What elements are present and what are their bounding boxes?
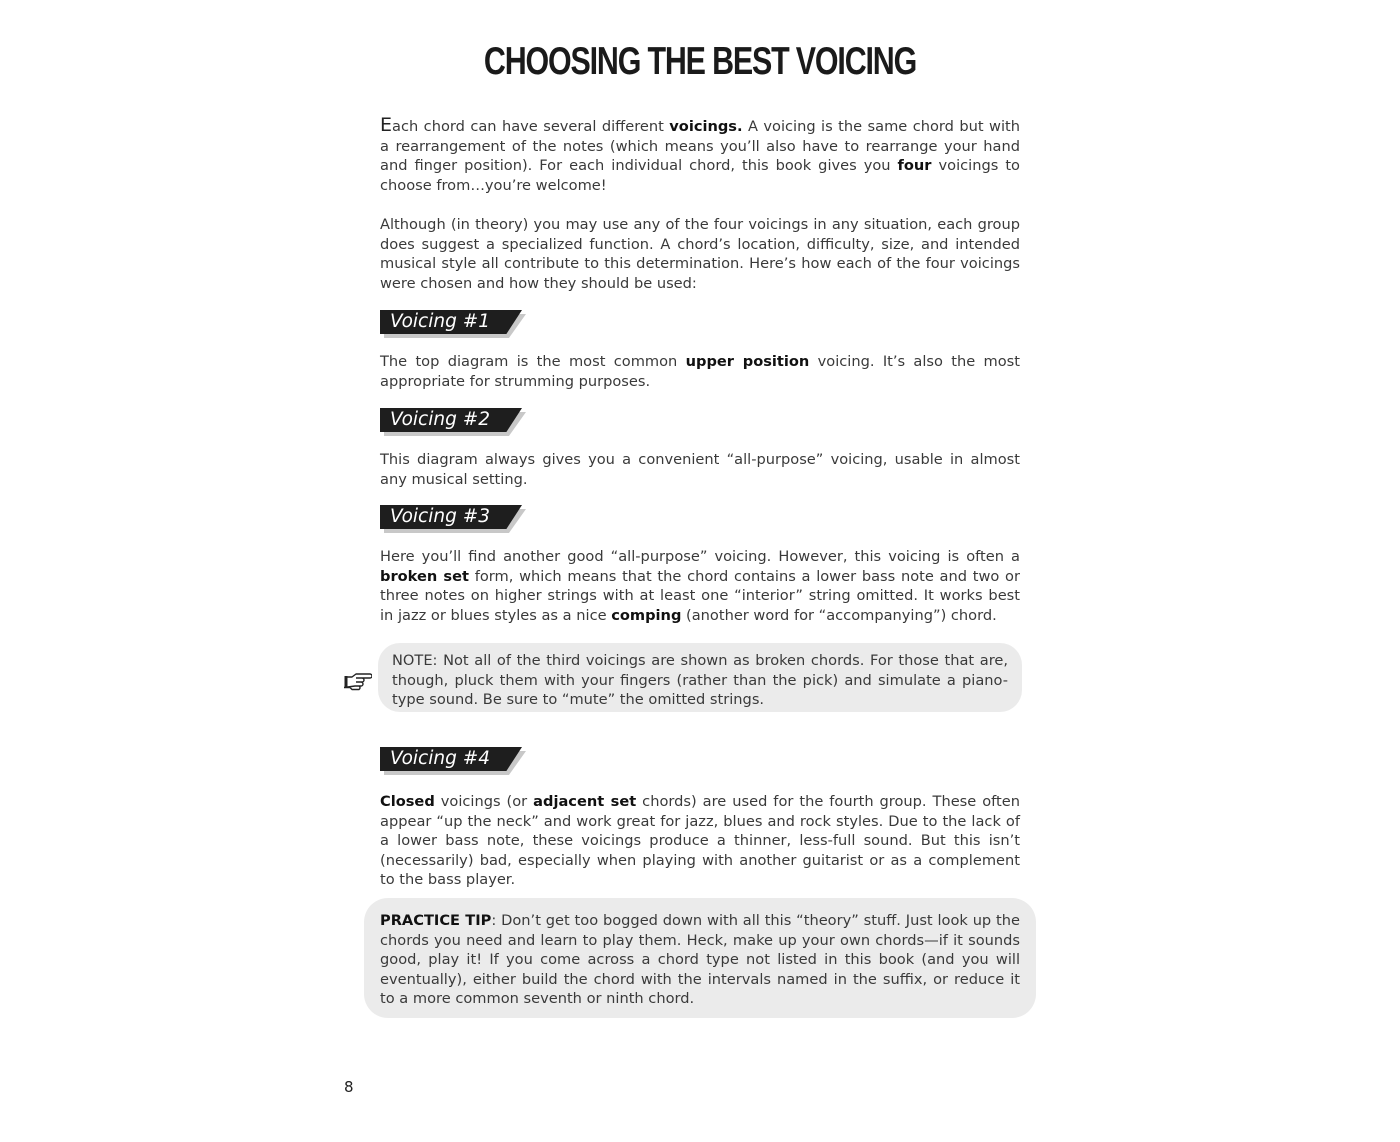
note-text: NOTE: Not all of the third voicings are shown as broken chords. For those that are, though, pluck them with your fingers (rather than the pick) and simulate a piano-type sound. Be sure to “mute” the omitted strings. [392, 652, 1008, 709]
page-title: CHOOSING THE BEST VOICING [483, 40, 917, 83]
voicing-4-text: Closed voicings (or adjacent set chords) are used for the fourth group. These often appear “up the neck” and work great for jazz, blues and rock styles. Due to the lack of a lower bass note, these voicings produce a thinner, less-full sound. But this isn’t (necessarily) bad, especially when playing with another guitarist or as a complement to the bass player. [380, 793, 1021, 889]
practice-tip-text: PRACTICE TIP: Don’t get too bogged down with all this “theory” stuff. Just look up the chords you need and learn to play them. Heck, make up your own chords—if it sounds good, play it! If you come across a chord type not listed in this book (and you will eventually), either build the chord with the intervals named in the suffix, or reduce it to a more common seventh or ninth chord. [380, 912, 1020, 1008]
voicing-4-label: Voicing #4 [390, 748, 490, 769]
voicing-1-heading [380, 310, 526, 336]
voicing-3-heading [380, 505, 526, 531]
voicing-1-text: The top diagram is the most common upper position voicing. It’s also the most appropriate for strumming purposes. [380, 353, 1020, 390]
note-box [378, 643, 1022, 712]
practice-tip-box [364, 898, 1036, 1018]
voicing-3-text: Here you’ll find another good “all-purpose” voicing. However, this voicing is often a broken set form, which means that the chord contains a lower bass note and two or three notes on higher strings with at least one “interior” string omitted. It works best in jazz or blues styles as a nice comping (another word for “accompanying”) chord. [380, 548, 1020, 624]
voicing-2-heading [380, 408, 526, 434]
practice-tip-label: PRACTICE TIP [380, 912, 492, 929]
voicing-3-label: Voicing #3 [390, 506, 490, 527]
intro-paragraph: Each chord can have several different voicings. A voicing is the same chord but with a rearrangement of the notes (which means you’ll also have to rearrange your hand and finger position). For each individual chord, this book gives you four voicings to choose from…you’re welcome! [380, 114, 1021, 194]
voicing-4-heading [380, 747, 526, 773]
usage-paragraph: Although (in theory) you may use any of the four voicings in any situation, each group does suggest a specialized function. A chord’s location, difficulty, size, and intended musical style all contribute to this determination. Here’s how each of the four voicings were chosen and how they should be used: [380, 216, 1020, 292]
voicing-2-label: Voicing #2 [390, 409, 490, 430]
pointing-hand-icon [344, 671, 372, 691]
drop-cap: E [380, 114, 393, 136]
page-number: 8 [344, 1078, 354, 1096]
voicing-2-text: This diagram always gives you a convenient “all-purpose” voicing, usable in almost any musical setting. [380, 451, 1020, 488]
voicing-1-label: Voicing #1 [390, 311, 490, 332]
